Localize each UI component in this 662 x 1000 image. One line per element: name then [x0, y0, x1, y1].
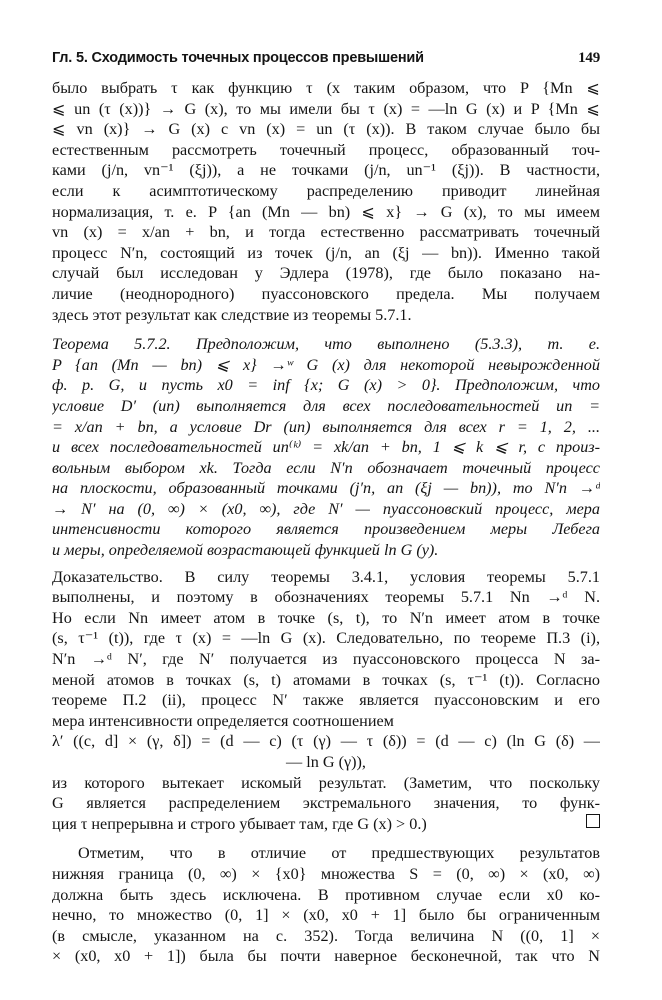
text-line: личие (неоднородного) пуассоновского предела. Мы получаем [52, 284, 600, 303]
theorem-line: = x/an + bn, а условие Dr (un) выполняется для всех r = 1, 2, ... [52, 417, 600, 436]
intro-paragraph [52, 78, 600, 325]
text-line: было выбрать τ как функцию τ (x таким образом, что P {Mn ⩽ [52, 79, 600, 97]
theorem-line: интенсивности которого является произведением меры Лебега [52, 520, 600, 539]
spacer [52, 834, 600, 843]
proof-line: теореме П.2 (ii), процесс N′ также является пуассоновским и его [52, 691, 600, 710]
text-line: нижняя граница (0, ∞) × {x0} множества S = (0, ∞) × (x0, ∞) [52, 864, 600, 883]
proof-line: меной атомов в точках (s, t) атомами в точках (s, τ⁻¹ (t)). Согласно [52, 670, 600, 689]
text-line: × (x0, x0 + 1]) была бы почти наверное бесконечной, так что N [52, 947, 600, 966]
text-line: должна быть здесь исключена. В противном случае если x0 ко- [52, 885, 600, 904]
theorem-line: на плоскости, образованный точками (j′n, an (ξj — bn)), то N′n →ᵈ [52, 479, 600, 498]
text-line: vn (x) = x/an + bn, и тогда естественно рассматривать точечный [52, 223, 600, 242]
proof-line: Доказательство. В силу теоремы 3.4.1, условия теоремы 5.7.1 [52, 567, 600, 586]
theorem-line: Теорема 5.7.2. Предположим, что выполнено (5.3.3), т. е. [52, 335, 600, 354]
chapter-title: Гл. 5. Сходимость точечных процессов превышений [52, 50, 424, 66]
spacer [52, 325, 600, 334]
theorem-line: и всех последовательностей un⁽ᵏ⁾ = xk/an + bn, 1 ⩽ k ⩽ r, с произ- [52, 438, 600, 457]
closing-paragraph [52, 843, 600, 967]
formula-line: — ln G (γ)), [286, 753, 366, 771]
proof-line: мера интенсивности определяется соотношением [52, 711, 394, 730]
text-line: здесь этот результат как следствие из теоремы 5.7.1. [52, 305, 412, 324]
theorem-line: вольным выбором xk. Тогда если N′n обозначает точечный процесс [52, 458, 600, 477]
theorem-line: P {an (Mn — bn) ⩽ x} →ʷ G (x) для некоторой невырожденной [52, 355, 600, 374]
proof-block [52, 567, 600, 835]
text-line: ками (j/n, vn⁻¹ (ξj)), а не точками (j/n, un⁻¹ (ξj)). В частности, [52, 161, 600, 180]
theorem-block [52, 334, 600, 561]
theorem-line: → N′ на (0, ∞) × (x0, ∞), где N′ — пуассоновский процесс, мера [52, 499, 600, 518]
proof-line: из которого вытекает искомый результат. (Заметим, что поскольку [52, 773, 600, 792]
text-line: случай был исследован у Эдлера (1978), где было показано на- [52, 264, 600, 283]
book-page [52, 50, 600, 967]
page-number: 149 [578, 50, 600, 66]
running-header [52, 50, 600, 78]
proof-text: ция τ непрерывна и строго убывает там, где G (x) > 0.) [52, 814, 427, 833]
theorem-line: условие D′ (un) выполняется для всех последовательностей un = [52, 396, 600, 415]
text-line: Отметим, что в отличие от предшествующих результатов [78, 844, 600, 863]
text-line: нечно, то множество (0, 1] × (x0, x0 + 1] было бы ограниченным [52, 906, 600, 925]
proof-line: Но если Nn имеет атом в точке (s, t), то N′n имеет атом в точке [52, 608, 600, 627]
theorem-line: и меры, определяемой возрастающей функцией ln G (y). [52, 541, 439, 560]
text-line: ⩽ un (τ (x))} → G (x), то мы имели бы τ (x) = —ln G (x) и P {Mn ⩽ [52, 99, 600, 118]
proof-line: N′n →ᵈ N′, где N′ получается из пуассоновского процесса N за- [52, 650, 600, 669]
text-line: естественным рассмотреть точечный процесс, образованный точ- [52, 140, 600, 159]
proof-line: G является распределением экстремального значения, то функ- [52, 794, 600, 813]
text-line: ⩽ vn (x)} → G (x) с vn (x) = un (τ (x)). В таком случае было бы [52, 120, 600, 139]
proof-line: (s, τ⁻¹ (t)), где τ (x) = —ln G (x). Следовательно, по теореме П.3 (i), [52, 629, 600, 648]
proof-line: выполнены, и поэтому в обозначениях теоремы 5.7.1 Nn →ᵈ N. [52, 588, 600, 607]
text-line: (в смысле, указанном на с. 352). Тогда величина N ((0, 1] × [52, 926, 600, 945]
text-line: нормализация, т. е. P {an (Mn — bn) ⩽ x} → G (x), то мы имеем [52, 202, 600, 221]
formula-line: λ′ ((c, d] × (γ, δ]) = (d — c) (τ (γ) — τ (δ)) = (d — c) (ln G (δ) — [52, 732, 600, 751]
qed-box-icon [586, 814, 600, 828]
text-line: процесс N′n, состоящий из точек (j/n, an (ξj — bn)). Именно такой [52, 243, 600, 262]
text-line: если к асимптотическому распределению приводит линейная [52, 181, 600, 200]
theorem-line: ф. р. G, и пусть x0 = inf {x; G (x) > 0}. Предположим, что [52, 376, 600, 395]
proof-line-final [52, 814, 600, 835]
